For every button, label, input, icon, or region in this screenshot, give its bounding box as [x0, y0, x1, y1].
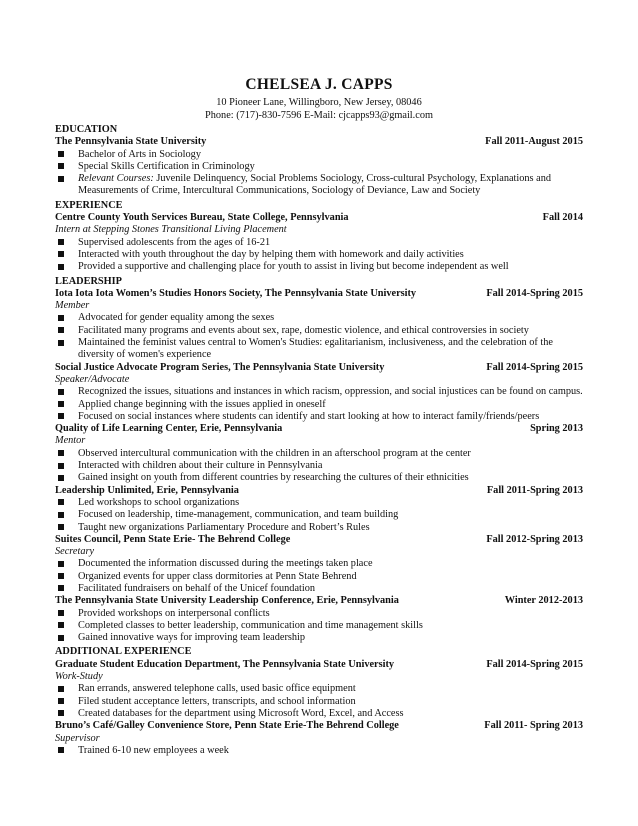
bullet-item [55, 558, 583, 570]
bullet-item [55, 325, 583, 337]
square-bullet-icon [58, 710, 64, 716]
bullet-item [55, 237, 583, 249]
bullet-text: Facilitated fundraisers on behalf of the Unicef foundation [78, 582, 316, 594]
bullet-text: Bachelor of Arts in Sociology [78, 148, 201, 160]
entry-header [55, 595, 583, 607]
bullet-text: Special Skills Certification in Criminology [78, 160, 255, 172]
square-bullet-icon [58, 561, 64, 567]
bullet-text: Created databases for the department using Microsoft Word, Excel, and Access [78, 707, 404, 719]
bullet-text: Led workshops to school organizations [78, 496, 240, 508]
square-bullet-icon [58, 475, 64, 481]
bullet-list [55, 683, 583, 720]
square-bullet-icon [58, 635, 64, 641]
bullet-text: Completed classes to better leadership, communication and time management skills [78, 619, 423, 631]
entry-organization: Quality of Life Learning Center, Erie, Pennsylvania [55, 423, 283, 435]
bullet-item [55, 522, 583, 534]
square-bullet-icon [58, 524, 64, 530]
entry-date: Winter 2012-2013 [504, 595, 583, 607]
entry-header [55, 659, 583, 671]
bullet-text: Observed intercultural communication with the children in an afterschool program at the center [78, 447, 471, 459]
bullet-text: Documented the information discussed during the meetings taken place [78, 558, 373, 570]
section-heading: EXPERIENCE [55, 199, 123, 211]
contact-line: Phone: (717)-830-7596 E-Mail: cjcapps93@gmail.com [205, 109, 433, 121]
bullet-item [55, 632, 583, 644]
square-bullet-icon [58, 151, 64, 157]
entry-organization: The Pennsylvania State University Leadership Conference, Erie, Pennsylvania [55, 595, 399, 607]
square-bullet-icon [58, 389, 64, 395]
square-bullet-icon [58, 512, 64, 518]
bullet-list [55, 745, 583, 757]
square-bullet-icon [58, 176, 64, 182]
section-heading: ADDITIONAL EXPERIENCE [55, 646, 192, 658]
bullet-text: Recognized the issues, situations and instances in which racism, oppression, and social injustices can be found on campus. [78, 386, 583, 398]
square-bullet-icon [58, 450, 64, 456]
entry-organization: Bruno’s Café/Galley Convenience Store, Penn State Erie-The Behrend College [55, 720, 399, 732]
bullet-text: Focused on social instances where students can identify and start looking at how to interact family/friends/peers [78, 410, 540, 422]
bullet-text: Ran errands, answered telephone calls, used basic office equipment [78, 683, 356, 695]
entry-date: Fall 2011- Spring 2013 [484, 720, 583, 732]
entry-date: Fall 2014-Spring 2015 [486, 658, 583, 670]
bullet-text: Filed student acceptance letters, transcripts, and school information [78, 695, 356, 707]
bullet-item [55, 312, 583, 324]
square-bullet-icon [58, 239, 64, 245]
entry-role: Supervisor [55, 732, 100, 744]
bullet-item [55, 249, 583, 261]
square-bullet-icon [58, 610, 64, 616]
square-bullet-icon [58, 327, 64, 333]
bullet-text: Maintained the feminist values central to Women's Studies: egalitarianism, inclusiveness, and the celebration of the diversity of women's experience [78, 337, 553, 361]
entry-date: Fall 2014-Spring 2015 [486, 287, 583, 299]
bullet-text: Gained insight on youth from different countries by researching the cultures of their ethnicities [78, 472, 469, 484]
square-bullet-icon [58, 251, 64, 257]
entry-header [55, 485, 583, 497]
section-heading: LEADERSHIP [55, 275, 122, 287]
square-bullet-icon [58, 585, 64, 591]
bullet-item [55, 411, 583, 423]
entry-date: Fall 2014-Spring 2015 [486, 361, 583, 373]
bullet-text: Interacted with youth throughout the day by helping them with homework and daily activities [78, 248, 464, 260]
entry-header [55, 534, 583, 546]
entry-date: Spring 2013 [530, 423, 583, 435]
entry-header [55, 288, 583, 300]
bullet-item [55, 161, 583, 173]
bullet-text: Provided a supportive and challenging place for youth to assist in living but become independent as well [78, 261, 509, 273]
bullet-text: Gained innovative ways for improving team leadership [78, 632, 306, 644]
bullet-list [55, 386, 583, 423]
entry-organization: Leadership Unlimited, Erie, Pennsylvania [55, 484, 239, 496]
square-bullet-icon [58, 499, 64, 505]
square-bullet-icon [58, 413, 64, 419]
bullet-text: Supervised adolescents from the ages of 16-21 [78, 236, 271, 248]
bullet-item [55, 583, 583, 595]
bullet-item [55, 448, 583, 460]
entry-organization: Suites Council, Penn State Erie- The Behrend College [55, 533, 291, 545]
entry-date: Fall 2014 [542, 212, 583, 224]
bullet-text: Facilitated many programs and events about sex, rape, domestic violence, and ethical controversies in society [78, 324, 529, 336]
bullet-item [55, 745, 583, 757]
square-bullet-icon [58, 622, 64, 628]
entry-header [55, 212, 583, 224]
bullet-text: Focused on leadership, time-management, communication, and team building [78, 509, 399, 521]
bullet-item [55, 708, 583, 720]
bullet-item [55, 608, 583, 620]
bullet-item [55, 472, 583, 484]
bullet-item [55, 620, 583, 632]
entry-header [55, 423, 583, 435]
entry-organization: The Pennsylvania State University [55, 136, 207, 148]
entry-header [55, 136, 583, 148]
entry-role: Secretary [55, 546, 95, 558]
bullet-item [55, 386, 583, 398]
section-heading: EDUCATION [55, 124, 118, 135]
bullet-text: Applied change beginning with the issues applied in oneself [78, 398, 326, 410]
bullet-item [55, 261, 583, 273]
entry-role: Speaker/Advocate [55, 373, 130, 385]
bullet-text: Trained 6-10 new employees a week [78, 744, 229, 756]
square-bullet-icon [58, 698, 64, 704]
bullet-text: Advocated for gender equality among the sexes [78, 312, 275, 324]
bullet-list [55, 497, 583, 534]
bullet-text: Organized events for upper class dormitories at Penn State Behrend [78, 570, 357, 582]
resume-name: CHELSEA J. CAPPS [245, 76, 393, 93]
square-bullet-icon [58, 315, 64, 321]
bullet-list [55, 149, 583, 198]
entry-date: Fall 2011-August 2015 [485, 136, 583, 148]
entry-role: Work-Study [55, 671, 103, 683]
bullet-text: Provided workshops on interpersonal conflicts [78, 607, 270, 619]
bullet-text: Taught new organizations Parliamentary Procedure and Robert’s Rules [78, 521, 370, 533]
bullet-text: Interacted with children about their culture in Pennsylvania [78, 460, 323, 472]
bullet-list [55, 608, 583, 645]
entry-date: Fall 2011-Spring 2013 [486, 484, 583, 496]
entry-role: Mentor [55, 435, 86, 447]
square-bullet-icon [58, 264, 64, 270]
square-bullet-icon [58, 573, 64, 579]
entry-role: Intern at Stepping Stones Transitional Living Placement [55, 224, 287, 236]
entry-role: Member [55, 300, 90, 312]
entry-date: Fall 2012-Spring 2013 [486, 533, 583, 545]
bullet-item [55, 460, 583, 472]
resume-sections [55, 124, 583, 757]
bullet-list [55, 558, 583, 595]
bullet-list [55, 312, 583, 361]
entry-organization: Centre County Youth Services Bureau, State College, Pennsylvania [55, 212, 349, 224]
bullet-list [55, 448, 583, 485]
bullet-item [55, 497, 583, 509]
entry-header [55, 362, 583, 374]
square-bullet-icon [58, 163, 64, 169]
entry-organization: Social Justice Advocate Program Series, The Pennsylvania State University [55, 361, 385, 373]
entry-organization: Iota Iota Iota Women’s Studies Honors Society, The Pennsylvania State University [55, 287, 417, 299]
bullet-text: Juvenile Delinquency, Social Problems Sociology, Cross-cultural Psychology, Explanations and Measurements of Crime, Intercultural Communications, Sociology of Deviance, Law and Society [78, 173, 552, 197]
entry-header [55, 720, 583, 732]
bullet-item [55, 571, 583, 583]
bullet-item [55, 149, 583, 161]
bullet-item [55, 683, 583, 695]
address-line: 10 Pioneer Lane, Willingboro, New Jersey, 08046 [216, 97, 422, 108]
bullet-item [55, 696, 583, 708]
square-bullet-icon [58, 747, 64, 753]
entry-organization: Graduate Student Education Department, The Pennsylvania State University [55, 658, 395, 670]
square-bullet-icon [58, 401, 64, 407]
bullet-item [55, 399, 583, 411]
bullet-item [55, 337, 583, 362]
bullet-label: Relevant Courses: [78, 173, 154, 185]
square-bullet-icon [58, 463, 64, 469]
bullet-list [55, 237, 583, 274]
bullet-item [55, 173, 583, 198]
square-bullet-icon [58, 340, 64, 346]
square-bullet-icon [58, 686, 64, 692]
bullet-item [55, 509, 583, 521]
